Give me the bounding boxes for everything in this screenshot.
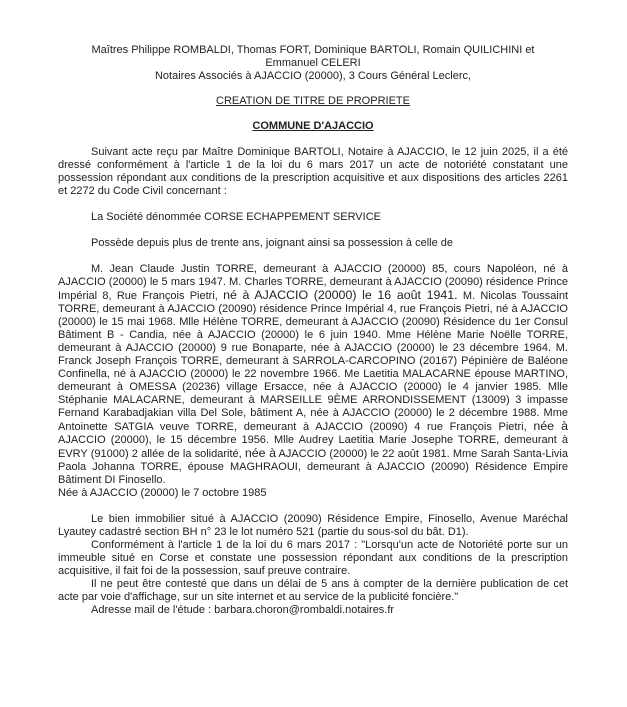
- commune-title-text: COMMUNE D'AJACCIO: [252, 120, 374, 132]
- paragraph-segment: Possède depuis plus de trente ans, joignant ainsi sa possession à celle de: [91, 237, 454, 249]
- notary-names-line1: Maîtres Philippe ROMBALDI, Thomas FORT, Dominique BARTOLI, Romain QUILICHINI et: [91, 44, 535, 56]
- document-title: [58, 95, 568, 108]
- paragraph-segment: Il ne peut être contesté que dans un délai de 5 ans à compter de la dernière publication de cet acte par voie d'affichage, sur un site internet et au service de la publicité foncière.": [58, 578, 568, 603]
- paragraph-segment: Conformément à l'article 1 de la loi du 6 mars 2017 : "Lorsqu'un acte de Notoriété porte sur un immeuble situé en Corse et constate une possession répondant aux conditions de la prescription acquisitive, il fait foi de la possession, sauf preuve contraire.: [58, 539, 568, 577]
- paragraph-segment: AJACCIO (20000), le 15 décembre 1956. Mlle Audrey Laetitia Marie Josephe TORRE, demeurant à EVRY (91000) 2 allée de la solidarité,: [58, 434, 568, 460]
- paragraph-segment: Suivant acte reçu par Maître Dominique BARTOLI, Notaire à AJACCIO, le 12 juin 2025, il a été dressé conformément à l'article 1 de la loi du 6 mars 2017 un acte de notoriété constatant une possession répondant aux conditions de la prescription acquisitive et aux dispositions des articles 2261 et 2272 du Code Civil concernant :: [58, 146, 568, 197]
- paragraph-segment: La Société dénommée CORSE ECHAPPEMENT SERVICE: [91, 211, 381, 223]
- paragraph-segment: née à: [244, 446, 276, 460]
- paragraph-segment: M. Jean Claude Justin TORRE, demeurant à AJACCIO (20000) 85, cours Napoléon, né à AJACCIO (20000) le 5 mars 1947. M. Charles TORRE, demeurant à AJACCIO (20090) résidence Prince Impérial 8, Rue François Pietri,: [58, 263, 568, 302]
- paragraph-segment: né à AJACCIO (20000) le 16 août 1941.: [223, 288, 458, 302]
- notary-names-line2: Emmanuel CELERI: [265, 57, 361, 69]
- paragraph-segment: Adresse mail de l'étude : barbara.choron@rombaldi.notaires.fr: [91, 604, 395, 616]
- line-email: [58, 604, 568, 617]
- paragraph-segment: Le bien immobilier situé à AJACCIO (20090) Résidence Empire, Finosello, Avenue Maréchal Lyautey cadastré section BH n° 23 le lot numéro 521 (partie du sous-sol du bât. D1).: [58, 513, 568, 538]
- paragraph-societe: [58, 211, 568, 224]
- document-body: [58, 146, 568, 617]
- paragraph-segment: Née à AJACCIO (20000) le 7 octobre 1985: [58, 487, 267, 499]
- paragraph-contestation: [58, 578, 568, 604]
- paragraph-possession: [58, 237, 568, 250]
- paragraph-segment: AJACCIO (20000) le 22 août 1981. Mme Sarah Santa-Livia Paola Johanna TORRE, épouse MAGHRAOUI, demeurant à AJACCIO (20090) Résidence Empire Bâtiment DI Finosello.: [58, 448, 568, 486]
- line-nee-1985: [58, 487, 568, 500]
- document-title-text: CREATION DE TITRE DE PROPRIETE: [216, 95, 410, 107]
- paragraph-acte-intro: [58, 146, 568, 198]
- paragraph-segment: née à: [533, 419, 568, 433]
- paragraph-owners-list: [58, 263, 568, 487]
- paragraph-bien-immobilier: [58, 513, 568, 539]
- notary-address: Notaires Associés à AJACCIO (20000), 3 Cours Général Leclerc,: [154, 70, 472, 82]
- commune-title: [58, 120, 568, 133]
- paragraph-loi-2017: [58, 539, 568, 578]
- paragraph-segment: M. Nicolas Toussaint TORRE, demeurant à AJACCIO (20090) résidence Prince Impérial 4, rue François Pietri, né à AJACCIO (20000) le 15 mai 1968. Mlle Hélène TORRE, demeurant à AJACCIO (20090) Résidence du 1er Consul Bâtiment B - Candia, née à AJACCIO (20000) le 6 juin 1940. Mme Hélène Marie Noëlle TORRE, demeurant à AJACCIO (20000) 9 rue Bonaparte, née à AJACCIO (20000) le 23 décembre 1964. M. Franck Joseph François TORRE, demeurant à SARROLA-CARCOPINO (20167) Pépinière de Baléone Confinella, né à AJACCIO (20000) le 22 novembre 1966. Me Laetitia MALACARNE épouse MARTINO, demeurant à OMESSA (20236) village Ersacce, née à AJACCIO (20000) le 4 janvier 1985. Mlle Stéphanie MALACARNE, demeurant à MARSEILLE 9ÈME ARRONDISSEMENT (13009) 3 impasse Fernand Karabadjakian villa Del Sole, bâtiment A, née à AJACCIO (20000) le 2 décembre 1988. Mme Antoinette SATGIA veuve TORRE, demeurant à AJACCIO (20090) 4 rue François Pietri,: [58, 290, 568, 433]
